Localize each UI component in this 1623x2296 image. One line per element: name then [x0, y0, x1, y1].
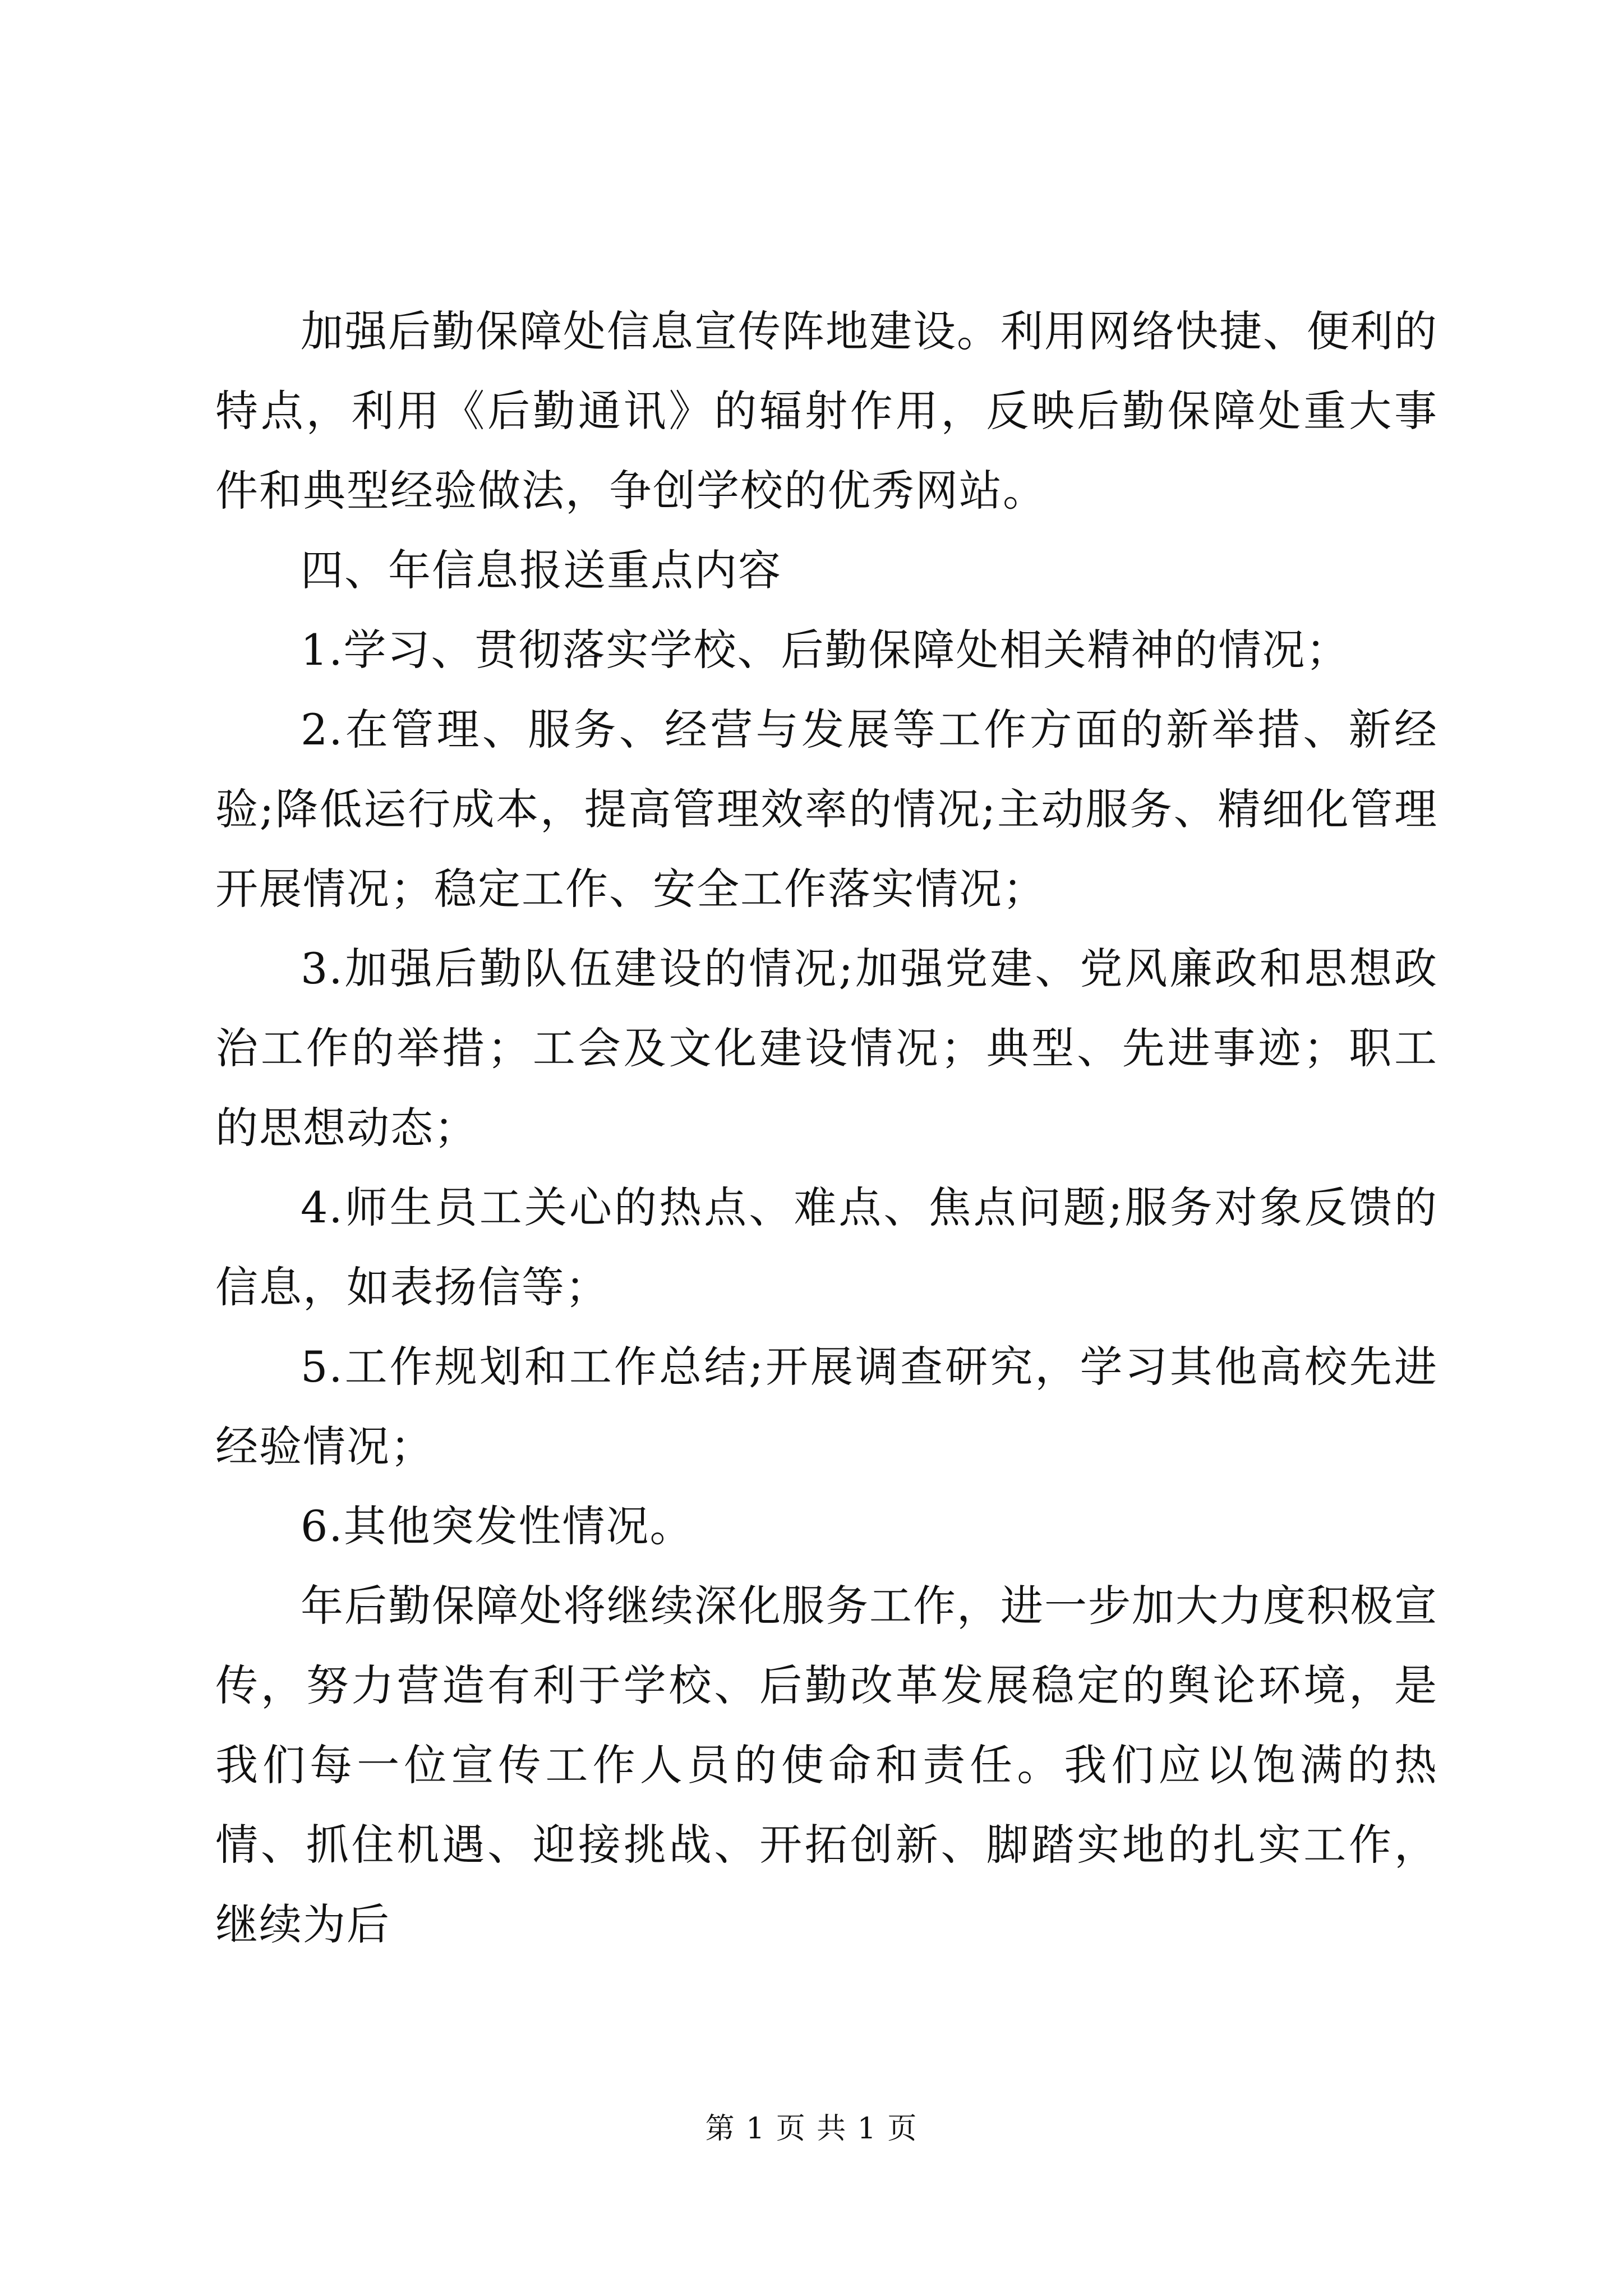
list-item-3: 3.加强后勤队伍建设的情况;加强党建、党风廉政和思想政治工作的举措；工会及文化建设情况；典型、先进事迹；职工的思想动态；	[215, 944, 1438, 1153]
list-item-6: 6.其他突发性情况。	[301, 1501, 694, 1551]
document-body	[215, 292, 1438, 1964]
paragraph-closing: 年后勤保障处将继续深化服务工作，进一步加大力度积极宣传，努力营造有利于学校、后勤改革发展稳定的舆论环境，是我们每一位宣传工作人员的使命和责任。我们应以饱满的热情、抓住机遇、迎接挑战、开拓创新、脚踏实地的扎实工作，继续为后	[215, 1581, 1438, 1949]
list-item-1: 1.学习、贯彻落实学校、后勤保障处相关精神的情况；	[301, 625, 1350, 675]
section-heading-key-content: 四、年信息报送重点内容	[301, 545, 782, 595]
list-item-2: 2.在管理、服务、经营与发展等工作方面的新举措、新经验;降低运行成本，提高管理效率的情况;主动服务、精细化管理开展情况；稳定工作、安全工作落实情况；	[215, 705, 1438, 914]
list-item-4: 4.师生员工关心的热点、难点、焦点问题;服务对象反馈的信息，如表扬信等；	[215, 1182, 1438, 1312]
paragraph-website-building: 加强后勤保障处信息宣传阵地建设。利用网络快捷、便利的特点，利用《后勤通讯》的辐射作用，反映后勤保障处重大事件和典型经验做法，争创学校的优秀网站。	[215, 306, 1438, 516]
page-footer: 第 1 页 共 1 页	[705, 2112, 918, 2146]
list-item-5: 5.工作规划和工作总结;开展调查研究，学习其他高校先进经验情况；	[215, 1342, 1438, 1471]
